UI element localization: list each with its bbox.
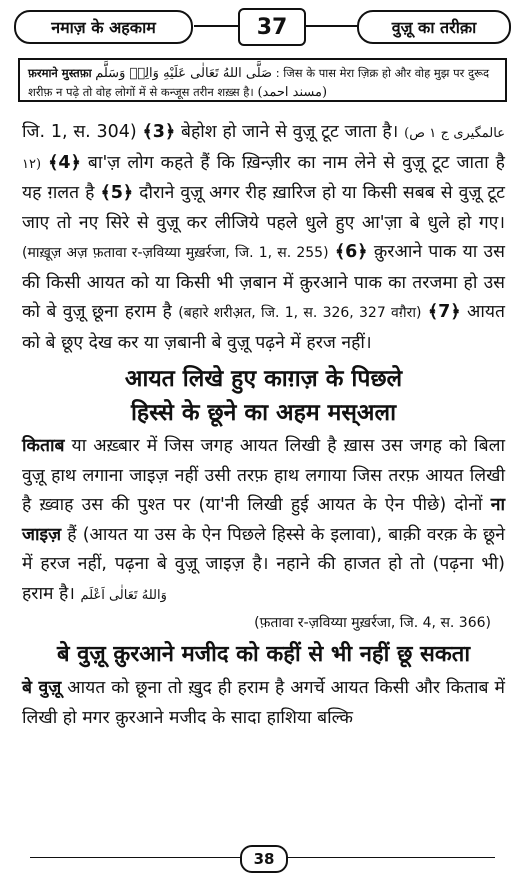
page-content xyxy=(22,118,505,733)
page-number: 37 xyxy=(238,8,306,46)
paragraph-3-lead: बे वुज़ू xyxy=(22,678,62,698)
point-5-reference: (माख़ूज़ अज़ फ़तावा र-ज़विय्या मुख़र्रजा, जि. 1, स. 255) xyxy=(22,245,329,261)
paragraph-2-text-b: हैं (आयत या उस के ऐन पिछले हिस्से के इलावा), बाक़ी वरक़ के छूने में हरज नहीं, पढ़ना बे वुज़ू जाइज़ है। नहाने की हाजत हो तो (पढ़ना भी) हराम है। xyxy=(22,524,505,604)
chapter-title: वुज़ू का तरीक़ा xyxy=(357,10,511,44)
point-number-5: ﴾5﴿ xyxy=(100,183,134,203)
point-4-text: बा'ज़ लोग कहते हैं कि ख़िन्ज़ीर का नाम लेने से वुज़ू टूट जाता है यह ग़लत है xyxy=(22,152,505,203)
book-title: नमाज़ के अहकाम xyxy=(14,10,193,44)
point-5-text: दौराने वुज़ू अगर रीह ख़ारिज हो या किसी सबब से वुज़ू टूट जाए तो नए सिरे से वुज़ू कर लीजिये पहले धुले हुए आ'ज़ा बे धुले हो गए। xyxy=(22,183,505,233)
paragraph-2-bold: ना जाइज़ xyxy=(22,495,505,545)
point-6-text: क़ुरआने पाक या उस की किसी आयत को या किसी भी ज़बान में क़ुरआने पाक का तरजमा हो उस को बे वुज़ू छूना हराम है xyxy=(22,242,505,322)
paragraph-3-text: आयत को छूना तो ख़ुद ही हराम है अगर्चे आयत किसी और किताब में लिखी हो मगर क़ुरआने मजीद के सादा हाशिया बल्कि xyxy=(22,678,505,728)
notice-label: फ़रमाने मुस्तफ़ा xyxy=(28,66,92,80)
point-number-6: ﴾6﴿ xyxy=(334,242,368,262)
notice-arabic-salutation: صَلَّى اللهُ تَعَالٰى عَلَيْهِ وَالِهٖ وَسَلَّم xyxy=(95,66,273,81)
paragraph-2-arabic: وَاللهُ تَعَالٰى اَعْلَم xyxy=(80,587,167,603)
page-footer xyxy=(0,843,525,873)
point-number-7: ﴾7﴿ xyxy=(427,302,461,322)
header-rule-left xyxy=(194,25,238,27)
section-heading-1 xyxy=(22,362,505,430)
next-page-number: 38 xyxy=(240,845,288,873)
paragraph-2 xyxy=(22,432,505,610)
paragraph-1 xyxy=(22,118,505,358)
hadith-notice-box xyxy=(18,58,507,102)
paragraph-2-lead: किताब xyxy=(22,436,65,456)
paragraph-2-reference: (फ़तावा र-ज़विय्या मुख़र्रजा, जि. 4, स. 366) xyxy=(254,615,491,631)
point-6-reference: (बहारे शरीअ़त, जि. 1, स. 326, 327 वग़ैरा) xyxy=(178,305,422,321)
paragraph-3 xyxy=(22,674,505,733)
section-heading-2: बे वुज़ू क़ुरआने मजीद को कहीं से भी नहीं छू सकता xyxy=(56,642,471,667)
paragraph-2-text-a: या अख़्बार में जिस जगह आयत लिखी है ख़ास उस जगह को बिला वुज़ू हाथ लगाना जाइज़ नहीं उसी तरफ़ हाथ लगाया जिस तरफ़ आयत लिखी है ख़्वाह उस की पुश्त पर (या'नी लिखी हुई आयत के ऐन पीछे) दोनों xyxy=(22,436,505,515)
point-3-reference: (عالمگیری ج ۱ ص ۱۲) xyxy=(22,126,505,172)
page-header xyxy=(10,6,515,48)
notice-source: (مسند احمد) xyxy=(257,85,328,100)
point-number-4: ﴾4﴿ xyxy=(48,152,81,173)
section-heading-1-line-2: हिस्से के छूने का अहम मस्अला xyxy=(130,400,397,426)
point-3-text: बेहोश हो जाने से वुज़ू टूट जाता है। xyxy=(180,122,399,142)
notice-text: : जिस के पास मेरा ज़िक्र हो और वोह मुझ पर दुरूद शरीफ़ न पढ़े तो वोह लोगों में से कन्जूस तरीन शख़्स है। xyxy=(28,66,490,99)
point-7-text: आयत को बे छूए देख कर या ज़बानी बे वुज़ू पढ़ने में हरज नहीं। xyxy=(22,302,505,353)
section-heading-1-line-1: आयत लिखे हुए काग़ज़ के पिछले xyxy=(124,366,403,392)
header-rule-right xyxy=(306,25,361,27)
citation-continuation: जि. 1, स. 304) xyxy=(22,122,137,142)
point-number-3: ﴾3﴿ xyxy=(142,122,176,142)
